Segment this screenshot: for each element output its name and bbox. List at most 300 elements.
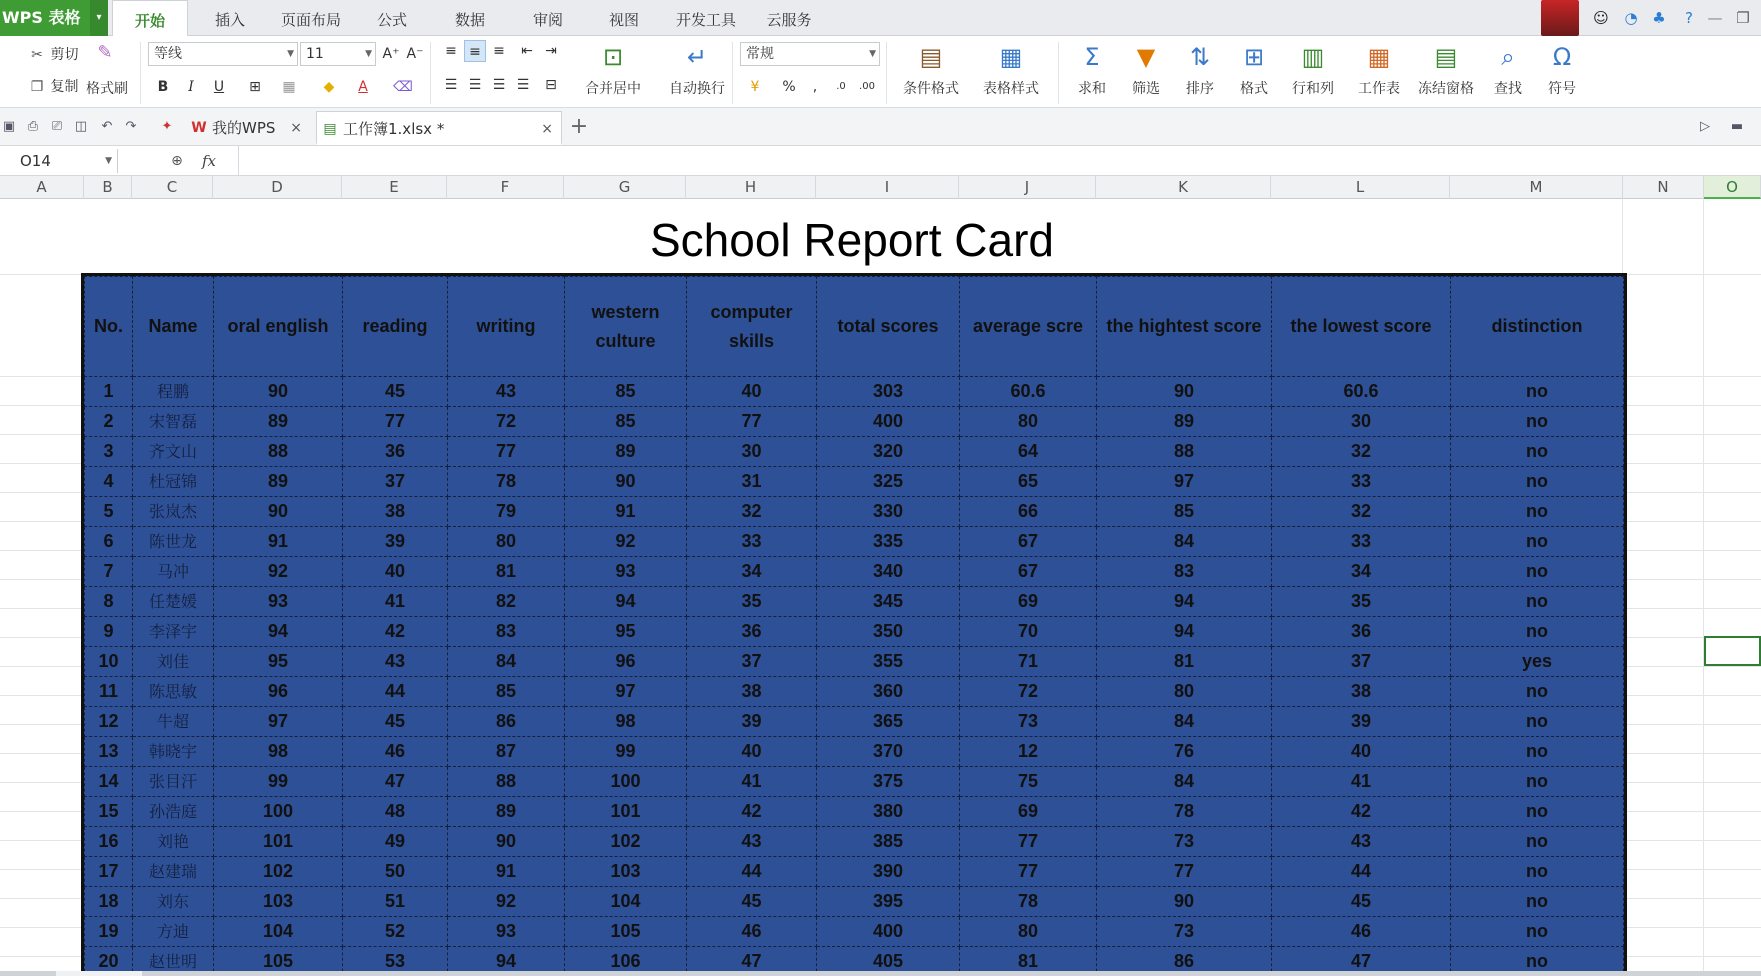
outdent-icon[interactable]: ⇤ <box>521 43 533 59</box>
table-cell[interactable]: 47 <box>1272 947 1451 976</box>
table-cell[interactable]: 刘艳 <box>133 827 214 857</box>
table-cell[interactable]: 陈世龙 <box>133 527 214 557</box>
table-cell[interactable]: 32 <box>1272 437 1451 467</box>
table-cell[interactable]: 1 <box>85 377 133 407</box>
table-cell[interactable]: 42 <box>687 797 817 827</box>
table-cell[interactable]: 43 <box>343 647 448 677</box>
table-cell[interactable]: 77 <box>448 437 565 467</box>
table-cell[interactable]: 30 <box>687 437 817 467</box>
tab-developer[interactable]: 开发工具 <box>675 11 736 29</box>
table-cell[interactable]: 38 <box>687 677 817 707</box>
table-cell[interactable]: 77 <box>343 407 448 437</box>
table-cell[interactable]: 45 <box>343 377 448 407</box>
skin-icon[interactable]: ♣ <box>1652 9 1666 27</box>
table-cell[interactable]: 64 <box>960 437 1097 467</box>
table-cell[interactable]: 5 <box>85 497 133 527</box>
table-cell[interactable]: 9 <box>85 617 133 647</box>
number-format-select[interactable] <box>740 42 880 66</box>
table-cell[interactable]: 98 <box>565 707 687 737</box>
table-cell[interactable]: 36 <box>343 437 448 467</box>
cell-style-icon[interactable]: ▦ <box>282 79 296 95</box>
table-cell[interactable]: 87 <box>448 737 565 767</box>
table-cell[interactable]: 孙浩庭 <box>133 797 214 827</box>
tab-workbook[interactable] <box>316 111 562 145</box>
tab-view[interactable]: 视图 <box>608 11 639 29</box>
table-cell[interactable]: 350 <box>817 617 960 647</box>
table-cell[interactable]: 40 <box>1272 737 1451 767</box>
table-cell[interactable]: 365 <box>817 707 960 737</box>
table-cell[interactable]: 81 <box>960 947 1097 976</box>
rows-cols-button[interactable] <box>1282 38 1344 98</box>
tab-review[interactable]: 审阅 <box>532 11 563 29</box>
tab-menu-icon[interactable]: ▬ <box>1730 119 1744 134</box>
table-cell[interactable]: 15 <box>85 797 133 827</box>
tab-formulas[interactable]: 公式 <box>376 11 407 29</box>
table-cell[interactable]: 刘东 <box>133 887 214 917</box>
table-cell[interactable]: 34 <box>687 557 817 587</box>
table-cell[interactable]: 36 <box>687 617 817 647</box>
table-cell[interactable]: 43 <box>687 827 817 857</box>
help-icon[interactable]: ? <box>1685 9 1693 27</box>
table-cell[interactable]: 80 <box>1097 677 1272 707</box>
header-cell[interactable]: reading <box>343 277 448 377</box>
table-cell[interactable]: 8 <box>85 587 133 617</box>
header-cell[interactable]: the hightest score <box>1097 277 1272 377</box>
table-cell[interactable]: 李泽宇 <box>133 617 214 647</box>
table-cell[interactable]: 100 <box>565 767 687 797</box>
table-cell[interactable]: 16 <box>85 827 133 857</box>
zoom-icon[interactable]: ⊕ <box>171 153 183 169</box>
table-cell[interactable]: 张目汗 <box>133 767 214 797</box>
column-header-h[interactable]: H <box>686 176 816 199</box>
table-cell[interactable]: 84 <box>448 647 565 677</box>
table-cell[interactable]: no <box>1451 377 1624 407</box>
table-cell[interactable]: 92 <box>214 557 343 587</box>
table-cell[interactable]: 98 <box>214 737 343 767</box>
app-menu-button[interactable] <box>0 0 108 36</box>
table-cell[interactable]: 65 <box>960 467 1097 497</box>
table-cell[interactable]: no <box>1451 617 1624 647</box>
column-header-a[interactable]: A <box>0 176 84 199</box>
worksheet-button[interactable] <box>1348 38 1410 98</box>
conditional-format-button[interactable] <box>894 38 968 98</box>
table-cell[interactable]: 80 <box>960 407 1097 437</box>
table-cell[interactable]: 76 <box>1097 737 1272 767</box>
table-cell[interactable]: 102 <box>214 857 343 887</box>
table-cell[interactable]: 47 <box>687 947 817 976</box>
table-cell[interactable]: 36 <box>1272 617 1451 647</box>
table-cell[interactable]: 马冲 <box>133 557 214 587</box>
table-cell[interactable]: 3 <box>85 437 133 467</box>
align-right-icon[interactable]: ☰ <box>492 77 506 93</box>
table-cell[interactable]: no <box>1451 767 1624 797</box>
table-cell[interactable]: 37 <box>343 467 448 497</box>
header-cell[interactable]: western culture <box>565 277 687 377</box>
table-cell[interactable]: 67 <box>960 557 1097 587</box>
align-top-icon[interactable]: ≡ <box>445 43 457 59</box>
table-cell[interactable]: 46 <box>1272 917 1451 947</box>
table-cell[interactable]: 20 <box>85 947 133 976</box>
align-center-icon[interactable]: ☰ <box>468 77 482 93</box>
table-cell[interactable]: 102 <box>565 827 687 857</box>
column-header-c[interactable]: C <box>132 176 213 199</box>
table-cell[interactable]: 405 <box>817 947 960 976</box>
chevron-down-icon[interactable]: ▾ <box>90 0 108 36</box>
table-cell[interactable]: 100 <box>214 797 343 827</box>
table-cell[interactable]: 83 <box>1097 557 1272 587</box>
table-cell[interactable]: 390 <box>817 857 960 887</box>
table-cell[interactable]: yes <box>1451 647 1624 677</box>
table-cell[interactable]: 94 <box>448 947 565 976</box>
header-cell[interactable]: Name <box>133 277 214 377</box>
table-cell[interactable]: 37 <box>687 647 817 677</box>
close-icon[interactable]: × <box>541 121 553 137</box>
header-cell[interactable]: average scre <box>960 277 1097 377</box>
table-cell[interactable]: 91 <box>448 857 565 887</box>
table-cell[interactable]: 340 <box>817 557 960 587</box>
freeze-panes-button[interactable] <box>1412 38 1480 98</box>
table-cell[interactable]: 86 <box>448 707 565 737</box>
table-cell[interactable]: 89 <box>448 797 565 827</box>
justify-icon[interactable]: ☰ <box>516 77 530 93</box>
table-cell[interactable]: 335 <box>817 527 960 557</box>
table-cell[interactable]: 39 <box>687 707 817 737</box>
table-cell[interactable]: 53 <box>343 947 448 976</box>
table-cell[interactable]: 46 <box>343 737 448 767</box>
chevron-down-icon[interactable]: ▼ <box>105 156 112 166</box>
table-cell[interactable]: 程鹏 <box>133 377 214 407</box>
table-cell[interactable]: 400 <box>817 407 960 437</box>
table-cell[interactable]: 71 <box>960 647 1097 677</box>
percent-button[interactable]: % <box>782 79 796 95</box>
decrease-decimal-icon[interactable]: .00 <box>859 81 875 92</box>
table-cell[interactable]: 30 <box>1272 407 1451 437</box>
table-cell[interactable]: 78 <box>960 887 1097 917</box>
table-cell[interactable]: 88 <box>214 437 343 467</box>
fx-icon[interactable]: fx <box>201 152 216 170</box>
column-header-m[interactable]: M <box>1450 176 1623 199</box>
table-cell[interactable]: 370 <box>817 737 960 767</box>
align-bottom-icon[interactable]: ≡ <box>493 43 505 59</box>
table-cell[interactable]: 韩晓宇 <box>133 737 214 767</box>
table-cell[interactable]: 90 <box>448 827 565 857</box>
font-color-icon[interactable]: A <box>358 79 368 95</box>
tab-home[interactable]: 开始 <box>112 0 188 36</box>
font-size-select[interactable] <box>300 42 376 66</box>
align-left-icon[interactable]: ☰ <box>444 77 458 93</box>
table-cell[interactable]: 104 <box>565 887 687 917</box>
table-cell[interactable]: 40 <box>687 377 817 407</box>
export-pdf-icon[interactable]: ⎙ <box>27 119 39 134</box>
column-header-g[interactable]: G <box>564 176 686 199</box>
table-cell[interactable]: 106 <box>565 947 687 976</box>
header-cell[interactable]: writing <box>448 277 565 377</box>
table-cell[interactable]: no <box>1451 797 1624 827</box>
table-cell[interactable]: 73 <box>1097 827 1272 857</box>
table-cell[interactable]: 101 <box>565 797 687 827</box>
table-cell[interactable]: 44 <box>1272 857 1451 887</box>
table-cell[interactable]: 40 <box>343 557 448 587</box>
close-icon[interactable]: × <box>290 120 302 136</box>
table-cell[interactable]: no <box>1451 707 1624 737</box>
table-cell[interactable]: 19 <box>85 917 133 947</box>
table-cell[interactable]: 41 <box>1272 767 1451 797</box>
table-cell[interactable]: 80 <box>960 917 1097 947</box>
tab-data[interactable]: 数据 <box>454 11 485 29</box>
table-cell[interactable]: 张岚杰 <box>133 497 214 527</box>
table-cell[interactable]: 13 <box>85 737 133 767</box>
table-cell[interactable]: 85 <box>565 377 687 407</box>
table-cell[interactable]: 69 <box>960 797 1097 827</box>
table-cell[interactable]: 77 <box>960 857 1097 887</box>
table-cell[interactable]: 303 <box>817 377 960 407</box>
table-cell[interactable]: 72 <box>960 677 1097 707</box>
table-cell[interactable]: 40 <box>687 737 817 767</box>
column-header-k[interactable]: K <box>1096 176 1271 199</box>
table-cell[interactable]: 赵世明 <box>133 947 214 976</box>
table-cell[interactable]: 60.6 <box>960 377 1097 407</box>
table-cell[interactable]: 97 <box>1097 467 1272 497</box>
decrease-font-icon[interactable]: A⁻ <box>406 46 424 62</box>
column-header-f[interactable]: F <box>447 176 564 199</box>
table-cell[interactable]: 72 <box>448 407 565 437</box>
table-cell[interactable]: 4 <box>85 467 133 497</box>
table-cell[interactable]: 400 <box>817 917 960 947</box>
table-cell[interactable]: 380 <box>817 797 960 827</box>
table-cell[interactable]: 12 <box>85 707 133 737</box>
table-cell[interactable]: 35 <box>687 587 817 617</box>
copy-button[interactable] <box>28 76 78 96</box>
table-cell[interactable]: no <box>1451 887 1624 917</box>
column-header-j[interactable]: J <box>959 176 1096 199</box>
table-cell[interactable]: 50 <box>343 857 448 887</box>
table-cell[interactable]: 81 <box>1097 647 1272 677</box>
italic-icon[interactable]: I <box>188 79 194 95</box>
print-icon[interactable]: ⎚ <box>51 119 63 134</box>
table-cell[interactable]: 杜冠锦 <box>133 467 214 497</box>
table-cell[interactable]: 陈思敏 <box>133 677 214 707</box>
distribute-icon[interactable]: ⊟ <box>545 77 557 93</box>
table-cell[interactable]: 94 <box>1097 617 1272 647</box>
table-cell[interactable]: 39 <box>1272 707 1451 737</box>
tab-list-icon[interactable]: ▷ <box>1700 119 1710 134</box>
tab-my-wps[interactable] <box>186 111 310 145</box>
table-cell[interactable]: 78 <box>448 467 565 497</box>
table-cell[interactable]: 104 <box>214 917 343 947</box>
selected-cell[interactable] <box>1704 636 1761 666</box>
indent-icon[interactable]: ⇥ <box>545 43 557 59</box>
undo-icon[interactable]: ↶ <box>101 119 113 134</box>
table-cell[interactable]: 69 <box>960 587 1097 617</box>
table-cell[interactable]: 85 <box>565 407 687 437</box>
restore-icon[interactable]: ❐ <box>1736 9 1750 27</box>
column-header-i[interactable]: I <box>816 176 959 199</box>
scrollbar-thumb[interactable] <box>142 971 1761 976</box>
table-cell[interactable]: 375 <box>817 767 960 797</box>
increase-decimal-icon[interactable]: .0 <box>836 81 846 92</box>
print-preview-icon[interactable]: ◫ <box>74 119 88 134</box>
font-name-select[interactable] <box>148 42 298 66</box>
sort-button[interactable] <box>1174 38 1226 98</box>
column-header-n[interactable]: N <box>1623 176 1704 199</box>
table-cell[interactable]: 93 <box>448 917 565 947</box>
table-cell[interactable]: 92 <box>565 527 687 557</box>
table-cell[interactable]: 77 <box>687 407 817 437</box>
cut-button[interactable] <box>28 44 78 64</box>
table-cell[interactable]: 32 <box>1272 497 1451 527</box>
table-cell[interactable]: 31 <box>687 467 817 497</box>
table-cell[interactable]: no <box>1451 947 1624 976</box>
table-cell[interactable]: 51 <box>343 887 448 917</box>
header-cell[interactable]: oral english <box>214 277 343 377</box>
name-box[interactable] <box>0 149 118 173</box>
table-cell[interactable]: 105 <box>565 917 687 947</box>
table-cell[interactable]: 46 <box>687 917 817 947</box>
table-cell[interactable]: 99 <box>565 737 687 767</box>
table-cell[interactable]: 67 <box>960 527 1097 557</box>
table-cell[interactable]: 85 <box>1097 497 1272 527</box>
customize-icon[interactable]: ✦ <box>161 119 173 134</box>
table-cell[interactable]: 385 <box>817 827 960 857</box>
table-cell[interactable]: no <box>1451 587 1624 617</box>
table-cell[interactable]: 73 <box>1097 917 1272 947</box>
table-cell[interactable]: 77 <box>1097 857 1272 887</box>
table-cell[interactable]: 94 <box>214 617 343 647</box>
column-header-e[interactable]: E <box>342 176 447 199</box>
table-cell[interactable]: 94 <box>1097 587 1272 617</box>
table-cell[interactable]: 88 <box>448 767 565 797</box>
table-cell[interactable]: no <box>1451 497 1624 527</box>
table-cell[interactable]: 齐文山 <box>133 437 214 467</box>
sheet-nav-area[interactable] <box>0 971 56 976</box>
table-cell[interactable]: 49 <box>343 827 448 857</box>
table-cell[interactable]: no <box>1451 437 1624 467</box>
table-cell[interactable]: 43 <box>1272 827 1451 857</box>
filter-button[interactable] <box>1120 38 1172 98</box>
table-cell[interactable]: 33 <box>1272 467 1451 497</box>
table-cell[interactable]: 90 <box>565 467 687 497</box>
table-cell[interactable]: 75 <box>960 767 1097 797</box>
horizontal-scrollbar[interactable] <box>0 971 1761 976</box>
table-cell[interactable]: 17 <box>85 857 133 887</box>
currency-icon[interactable]: ¥ <box>750 79 760 95</box>
table-cell[interactable]: 101 <box>214 827 343 857</box>
table-cell[interactable]: 81 <box>448 557 565 587</box>
table-cell[interactable]: 任楚媛 <box>133 587 214 617</box>
table-cell[interactable]: 89 <box>565 437 687 467</box>
table-cell[interactable]: 34 <box>1272 557 1451 587</box>
table-cell[interactable]: 2 <box>85 407 133 437</box>
table-cell[interactable]: 355 <box>817 647 960 677</box>
table-cell[interactable]: 82 <box>448 587 565 617</box>
increase-font-icon[interactable]: A⁺ <box>382 46 400 62</box>
table-cell[interactable]: 44 <box>687 857 817 887</box>
header-cell[interactable]: the lowest score <box>1272 277 1451 377</box>
bold-icon[interactable]: B <box>157 79 169 95</box>
table-cell[interactable]: 11 <box>85 677 133 707</box>
table-cell[interactable]: 43 <box>448 377 565 407</box>
table-cell[interactable]: 60.6 <box>1272 377 1451 407</box>
table-cell[interactable]: 7 <box>85 557 133 587</box>
table-cell[interactable]: 85 <box>448 677 565 707</box>
table-cell[interactable]: 103 <box>565 857 687 887</box>
table-cell[interactable]: 45 <box>1272 887 1451 917</box>
header-cell[interactable]: distinction <box>1451 277 1624 377</box>
symbol-button[interactable] <box>1536 38 1588 98</box>
table-cell[interactable]: 94 <box>565 587 687 617</box>
table-cell[interactable]: 97 <box>565 677 687 707</box>
save-icon[interactable]: ▣ <box>2 119 16 134</box>
table-cell[interactable]: 80 <box>448 527 565 557</box>
table-cell[interactable]: 90 <box>1097 377 1272 407</box>
format-painter-button[interactable]: 格式刷 <box>86 81 128 97</box>
table-cell[interactable]: 103 <box>214 887 343 917</box>
cloud-sync-icon[interactable]: ◔ <box>1624 9 1638 27</box>
table-cell[interactable]: 73 <box>960 707 1097 737</box>
table-cell[interactable]: 91 <box>565 497 687 527</box>
table-cell[interactable]: 88 <box>1097 437 1272 467</box>
emoji-icon[interactable]: ☺ <box>1593 9 1609 27</box>
table-cell[interactable]: 35 <box>1272 587 1451 617</box>
table-cell[interactable]: 93 <box>214 587 343 617</box>
table-cell[interactable]: 92 <box>448 887 565 917</box>
table-cell[interactable]: 39 <box>343 527 448 557</box>
column-header-d[interactable]: D <box>213 176 342 199</box>
redo-icon[interactable]: ↷ <box>125 119 137 134</box>
table-cell[interactable]: 6 <box>85 527 133 557</box>
table-cell[interactable]: no <box>1451 827 1624 857</box>
merge-center-button[interactable] <box>576 38 650 98</box>
table-cell[interactable]: 330 <box>817 497 960 527</box>
table-cell[interactable]: 97 <box>214 707 343 737</box>
table-cell[interactable]: 99 <box>214 767 343 797</box>
header-cell[interactable]: computer skills <box>687 277 817 377</box>
table-cell[interactable]: 96 <box>214 677 343 707</box>
table-cell[interactable]: 52 <box>343 917 448 947</box>
table-cell[interactable]: 90 <box>214 497 343 527</box>
table-cell[interactable]: no <box>1451 557 1624 587</box>
table-cell[interactable]: 90 <box>1097 887 1272 917</box>
table-cell[interactable]: 牛超 <box>133 707 214 737</box>
table-cell[interactable]: 41 <box>687 767 817 797</box>
tab-insert[interactable]: 插入 <box>214 11 245 29</box>
avatar[interactable] <box>1541 0 1579 36</box>
table-cell[interactable]: no <box>1451 467 1624 497</box>
table-cell[interactable]: 宋智磊 <box>133 407 214 437</box>
new-tab-button[interactable]: + <box>569 114 589 139</box>
table-cell[interactable]: 赵建瑞 <box>133 857 214 887</box>
column-header-o[interactable]: O <box>1704 176 1761 199</box>
table-cell[interactable]: 10 <box>85 647 133 677</box>
table-cell[interactable]: 395 <box>817 887 960 917</box>
table-cell[interactable]: 32 <box>687 497 817 527</box>
table-cell[interactable]: 45 <box>687 887 817 917</box>
table-cell[interactable]: 89 <box>214 407 343 437</box>
format-button[interactable] <box>1228 38 1280 98</box>
fill-color-icon[interactable]: ◆ <box>323 79 335 95</box>
table-cell[interactable]: 38 <box>343 497 448 527</box>
table-cell[interactable]: 45 <box>343 707 448 737</box>
table-cell[interactable]: no <box>1451 677 1624 707</box>
table-cell[interactable]: 44 <box>343 677 448 707</box>
table-cell[interactable]: 37 <box>1272 647 1451 677</box>
table-cell[interactable]: 14 <box>85 767 133 797</box>
table-cell[interactable]: 84 <box>1097 767 1272 797</box>
table-cell[interactable]: 325 <box>817 467 960 497</box>
wrap-text-button[interactable] <box>660 38 734 98</box>
table-cell[interactable]: 刘佳 <box>133 647 214 677</box>
table-cell[interactable]: 95 <box>565 617 687 647</box>
